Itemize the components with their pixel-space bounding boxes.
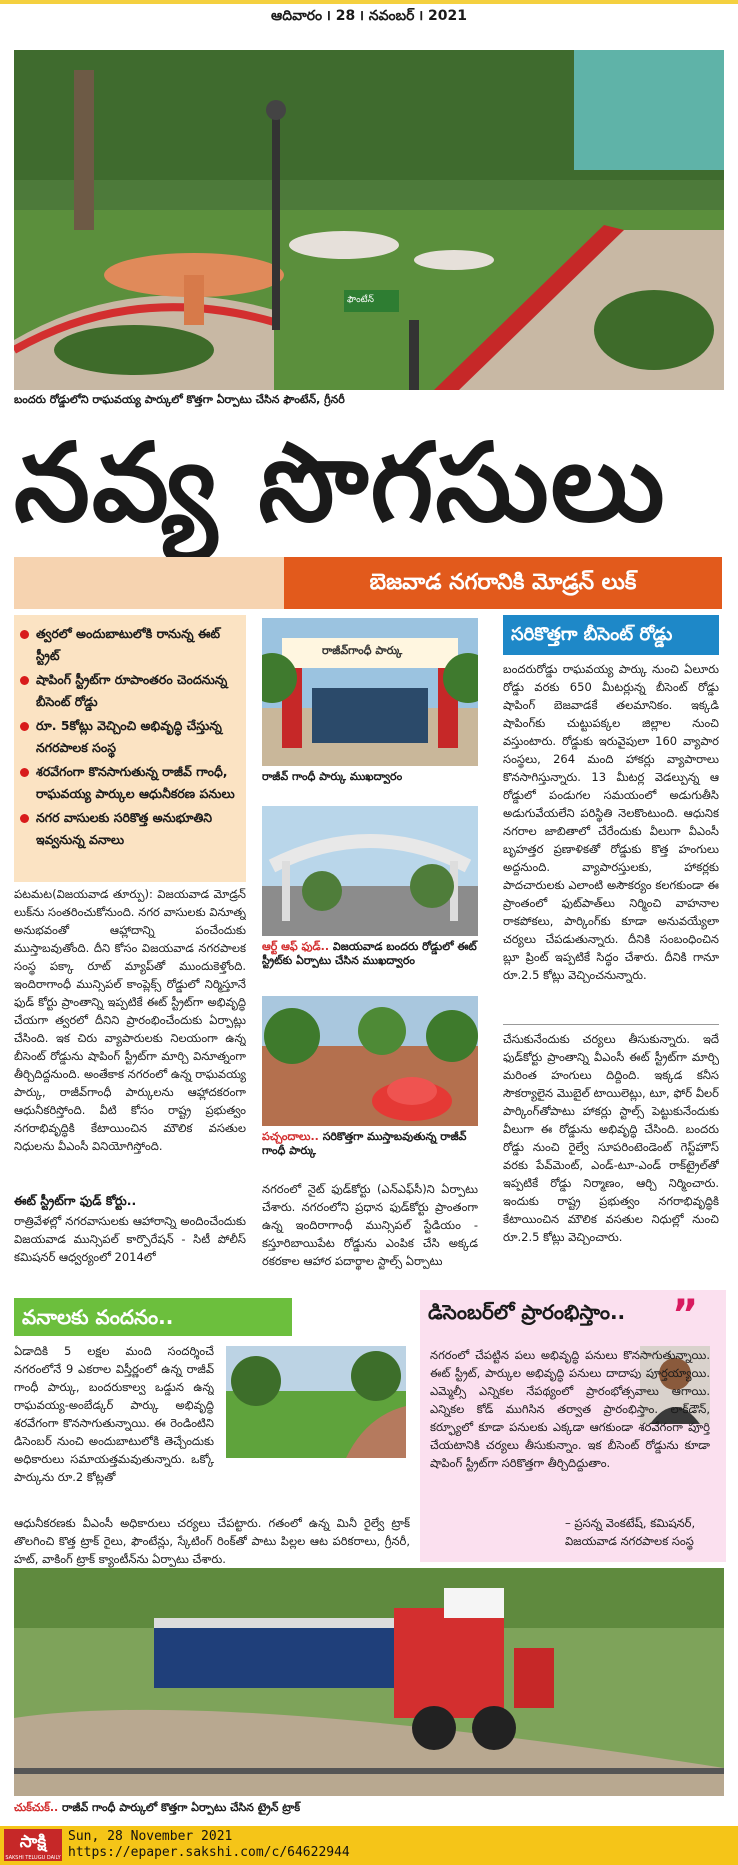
bullet-icon	[20, 768, 29, 777]
parks-section-title: వనాలకు వందనం..	[14, 1298, 292, 1336]
parks-para2: ఆధునీకరణకు వీఎంసీ అధికారులు చర్యలు చేపట్టారు. గతంలో ఉన్న మినీ రైల్వే ట్రాక్ తొలగించి కొత్త ట్రాక్ రైలు, ఫౌంటేన్లు, స్కేటింగ్ రింక్‌తో పాటు పిల్లల ఆట పరికరాలు, గ్రీనరీ, హట్, వాకింగ్ ట్రాక్ క్యాంటీన్‌ను ఏర్పాటు చేశారు.	[14, 1516, 410, 1566]
footer-url[interactable]: https://epaper.sakshi.com/c/64622944	[68, 1845, 350, 1860]
rajiv-park-caption-highlight: పచ్చందాలు..	[262, 1130, 319, 1143]
divider	[503, 1024, 719, 1025]
rajiv-park-caption-text: సరికొత్తగా ముస్తాబవుతున్న రాజీవ్ గాంధీ పార్కు	[262, 1130, 467, 1157]
sakshi-logo: సాక్షి SAKSHI TELUGU DAILY	[4, 1829, 62, 1861]
quote-attribution-2: విజయవాడ నగరపాలక సంస్థ	[565, 1534, 694, 1548]
train-caption-highlight: చుక్‌చుక్..	[14, 1801, 59, 1814]
toy-train-photo	[14, 1568, 724, 1796]
park-lawn-photo	[226, 1346, 406, 1458]
subheadline: బెజవాడ నగరానికి మోడ్రన్ లుక్	[284, 557, 722, 609]
footer-info	[68, 1829, 350, 1861]
gate-sign: రాజీవ్‌గాంధీ పార్కు	[322, 644, 403, 657]
bullet-icon	[20, 630, 29, 639]
food-court-caption	[262, 940, 478, 968]
date-line: ఆదివారం ౹ 28 ౹ నవంబర్ ౹ 2021	[271, 8, 467, 24]
footer-date: Sun, 28 November 2021	[68, 1829, 233, 1844]
headline: నవ్య సొగసులు	[14, 420, 667, 546]
top-border	[0, 0, 738, 4]
quote-title: డిసెంబర్‌లో ప్రారంభిస్తాం..	[428, 1300, 626, 1324]
rajiv-park-photo	[262, 996, 478, 1126]
park-fountain-photo	[14, 50, 724, 390]
bullet-icon	[20, 814, 29, 823]
highlight-item: రూ. 5కోట్లు వెచ్చించి అభివృద్ధి చేస్తున్న నగరపాలక సంస్థ	[20, 715, 240, 759]
rajiv-park-caption	[262, 1130, 478, 1158]
highlight-item: శరవేగంగా కొనసాగుతున్న రాజీవ్ గాంధీ, రాఘవయ్య పార్కుల ఆధునీకరణ పనులు	[20, 761, 240, 805]
quote-text: నగరంలో చేపట్టిన పలు అభివృద్ధి పనులు కొనసాగుతున్నాయి. ఈట్ స్ట్రీట్, పార్కుల అభివృద్ధి పనులు దాదాపు పూర్తయ్యాయి. ఎమ్మెల్సీ ఎన్నికల నేపథ్యంలో ప్రారంభోత్సవాలు ఆగాయి. ఎన్నికల కోడ్ ముగిసిన తర్వాత ప్రారంభిస్తాం. లాక్‌డౌన్, కర్ఫ్యూలో కూడా పనులకు ఎక్కడా ఆగకుండా శరవేగంగా పూర్తి చేయటానికి చర్యలు తీసుకున్నాం. ఇక బీసెంట్ రోడ్డును కూడా షాపింగ్ స్ట్రీట్‌గా సరికొత్తగా తీర్చిదిద్దుతాం.	[430, 1348, 710, 1470]
train-caption-text: రాజీవ్ గాంధీ పార్కులో కొత్తగా ఏర్పాటు చేసిన ట్రైన్ ట్రాక్	[58, 1801, 301, 1814]
highlight-item: త్వరలో అందుబాటులోకి రానున్న ఈట్ స్ట్రీట్	[20, 623, 240, 667]
gate-photo	[262, 618, 478, 766]
main-story-para2: రాత్రివేళల్లో నగరవాసులకు ఆహారాన్ని అందించేందుకు విజయవాడ మున్సిపల్ కార్పొరేషన్‌ - సిటీ పోలీస్ కమిషనర్ ఆధ్వర్యంలో 2014లో	[14, 1214, 246, 1264]
parks-para1: ఏడాదికి 5 లక్షల మంది సందర్శించే నగరంలోనే 9 ఎకరాల విస్తీర్ణంలో ఉన్న రాజీవ్ గాంధీ పార్కు, బందరుకాల్వ ఒడ్డున ఉన్న రాఘవయ్య-అంబేడ్కర్ పార్కు అభివృద్ధి శరవేగంగా కొనసాగుతున్నాయి. ఈ రెండింటిని డిసెంబర్ నుంచి అందుబాటులోకి తెచ్చేందుకు అధికారులు సమాయత్తమవుతున్నారు. ఒక్కో పార్కును రూ.2 కోట్లతో	[14, 1344, 214, 1484]
besant-road-para1: బందరురోడ్డు రాఘవయ్య పార్కు నుంచి ఏలూరు రోడ్డు వరకు 650 మీటర్లున్న బీసెంట్ రోడ్డు షాపింగ్ బెజవాడకే తలమానికం. ఇక్కడి షాపింగ్‌కు చుట్టుపక్కల జిల్లాల నుంచి వస్తుంటారు. రోడ్డుకు ఇరువైపులా 160 వ్యాపార సంస్థలు, 264 మంది హాకర్లు వ్యాపారాలు కొనసాగిస్తున్నారు. 13 మీటర్ల వెడల్పున్న ఆ రోడ్డులో పండుగల సమయంలో అడుగుతీసి అడుగువేయలేని పరిస్థితి నెలకొంటుంది. ఆధునిక నగరాల జాబితాలో చేరేందుకు వీలుగా వీఎంసీ బృహత్తర ప్రణాళికతో రోడ్డుకు కొత్త హంగులు అద్దనుంది. వ్యాపారస్తులకు, హాకర్లకు పాదచారులకు ఎలాంటి అసౌకర్యం కలగకుండా ఈ ప్రాంతంలో ఫుట్‌పాత్‌లు నిర్మించి వాహనాల రాకపోకలు, పార్కింగ్‌కు కూడా అనువయ్యేలా చర్యలు చేపడుతున్నారు. దీనికి సంబంధించిన బ్లూ ప్రింట్ ఇప్పటికే సిద్ధం చేశారు. దీనికి గానూ రూ.2.5 కోట్లు వెచ్చించనున్నారు.	[503, 662, 719, 982]
main-story-subheading: ఈట్ స్ట్రీట్‌గా ఫుడ్ కోర్టు..	[14, 1193, 137, 1208]
highlights-box	[14, 615, 246, 882]
food-court-caption-highlight: ఆర్ట్ ఆఫ్ ఫుడ్..	[262, 940, 330, 953]
bullet-icon	[20, 722, 29, 731]
main-story-para3: నగరంలో నైట్ ఫుడ్‌కోర్టు (ఎన్‌ఎఫ్‌సీ)ని ఏర్పాటు చేశారు. నగరంలోని ప్రధాన ఫుడ్‌కోర్టు ప్రాంతంగా ఉన్న ఇందిరాగాంధీ మున్సిపల్ స్టేడియం - కస్తూరిబాయిపేట రోడ్డును ఎంపిక చేసి అక్కడ రకరకాల ఆహార పదార్థాల స్టాల్స్ ఏర్పాటు	[262, 1182, 478, 1268]
food-court-arch-photo	[262, 806, 478, 936]
subheadline-band-left	[14, 557, 284, 609]
main-story-para1: పటమట(విజయవాడ తూర్పు): విజయవాడ మోడ్రన్ లుక్‌ను సంతరించుకోనుంది. నగర వాసులకు వినూత్న అనుభవంతో ఆహ్లాదాన్ని పంచేందుకు ముస్తాబవుతోంది. దీని కోసం విజయవాడ నగరపాలక సంస్థ పక్కా రూట్ మ్యాప్‌తో ముందుకెళ్తోంది. ఇందిరాగాంధీ మున్సిపల్ కాంప్లెక్స్ రోడ్డులో నిర్మిస్తూనే ఫుడ్ కోర్టు ప్రాంతాన్ని ఇప్పటికే ఈట్ స్ట్రీట్‌గా అభివృద్ధి చేయగా త్వరలో దీనిని ప్రారంభించేందుకు ఏర్పాట్లు చేసింది. ఇక చిరు వ్యాపారులకు నిలయంగా ఉన్న బీసెంట్ రోడ్డును షాపింగ్ స్ట్రీట్‌గా మార్చి వినూత్నంగా తీర్చిదిద్దనుంది. అంతేకాక నగరంలో ఉన్న రాఘవయ్య పార్కు, రాజీవ్‌గాంధీ పార్కులను ఆహ్లాదకరంగా ఆధునీకరిస్తోంది. వీటి కోసం రాష్ట్ర ప్రభుత్వం నగరాభివృద్ధికి కేటాయించిన మౌలిక వసతుల నిధులను వీఎంసీ వినియోగిస్తోంది.	[14, 887, 246, 1153]
besant-road-title: సరికొత్తగా బీసెంట్ రోడ్డు	[503, 615, 719, 655]
bullet-icon	[20, 676, 29, 685]
train-caption	[14, 1801, 724, 1815]
highlight-item: షాపింగ్ స్ట్రీట్‌గా రూపాంతరం చెందనున్న బీసెంట్ రోడ్డు	[20, 669, 240, 713]
highlight-item: నగర వాసులకు సరికొత్త అనుభూతిని ఇవ్వనున్న వనాలు	[20, 807, 240, 851]
food-court-caption-text: విజయవాడ బందరు రోడ్డులో ఈట్ స్ట్రీట్‌కు ఏర్పాటు చేసిన ముఖద్వారం	[262, 940, 477, 967]
top-photo-caption: బందరు రోడ్డులోని రాఘవయ్య పార్కులో కొత్తగా ఏర్పాటు చేసిన ఫౌంటేన్, గ్రీనరీ	[14, 393, 345, 406]
quote-attribution-1: – ప్రసన్న వెంకటేష్, కమిషనర్,	[565, 1516, 696, 1530]
besant-road-para2: చేసుకునేందుకు చర్యలు తీసుకున్నారు. ఇదే ఫుడ్‌కోర్టు ప్రాంతాన్ని వీఎంసీ ఈట్ స్ట్రీట్‌గా మార్చి మరింత హంగులు దిద్దింది. ఇక్కడ కనీస సౌకర్యాలైన మొబైల్ టాయిలెట్లు, టూ, ఫోర్ వీలర్ పార్కింగ్‌తోపాటు హాకర్లు స్టాల్స్ పెట్టుకునేందుకు వీలుగా ఈ రోడ్డును అభివృద్ధి చేసింది. బందరు రోడ్డు నుంచి రైల్వే సూపరింటెండెంట్ గెస్ట్‌హౌస్ వరకు పేవ్‌మెంట్, ఎండ్‌-టూ-ఎండ్ రాక్‌ట్రైల్‌తో ఇప్పటికే రోడ్డు నిర్మాణం, ఆర్చి నిర్మించారు. ఇందుకు రాష్ట్ర ప్రభుత్వం నగరాభివృద్ధికి కేటాయించిన మౌలిక వసతుల నిధుల్లో నుంచి రూ.2.5 కోట్లు వెచ్చించారు.	[503, 1032, 719, 1244]
quote-mark-icon: ”	[672, 1292, 699, 1338]
fountain-sign: ఫౌంటేన్	[347, 295, 374, 305]
gate-caption: రాజీవ్ గాంధీ పార్కు ముఖద్వారం	[262, 770, 403, 783]
